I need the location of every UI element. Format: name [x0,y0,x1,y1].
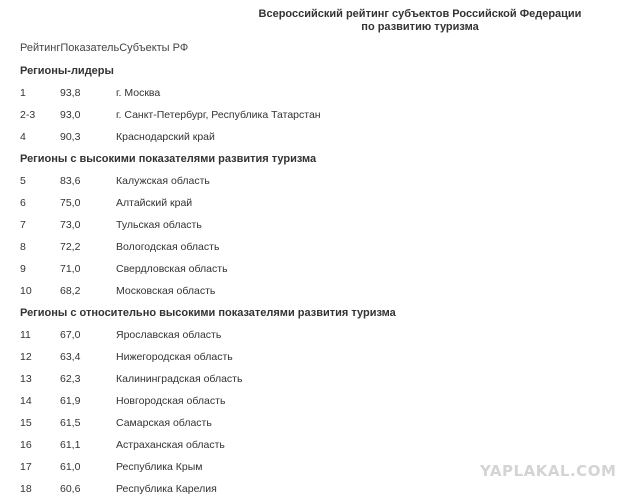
subject-cell: Новгородская область [116,395,226,407]
score-cell: 83,6 [60,175,81,187]
score-cell: 90,3 [60,131,81,143]
rank-cell: 16 [20,439,32,451]
rank-cell: 10 [20,285,32,297]
table-row [20,170,620,192]
subject-cell: Самарская область [116,417,212,429]
score-cell: 71,0 [60,263,81,275]
table-row [20,324,620,346]
subject-cell: Ярославская область [116,329,222,341]
score-cell: 61,9 [60,395,81,407]
table-row [20,214,620,236]
rank-cell: 9 [20,263,26,275]
table-row [20,258,620,280]
subject-cell: Калининградская область [116,373,243,385]
page-title-line-2: по развитию туризма [361,21,479,33]
subject-cell: Республика Карелия [116,483,217,495]
rank-cell: 12 [20,351,32,363]
table-row [20,104,620,126]
score-cell: 61,5 [60,417,81,429]
subject-cell: г. Москва [116,87,161,99]
rank-cell: 17 [20,461,32,473]
watermark: YAPLAKAL.COM [480,462,617,480]
section-title: Регионы с относительно высокими показателями развития туризма [20,307,396,319]
subject-cell: Калужская область [116,175,210,187]
rank-cell: 18 [20,483,32,495]
column-header-score: Показатель [60,42,120,54]
rank-cell: 4 [20,131,26,143]
score-cell: 72,2 [60,241,81,253]
subject-cell: Республика Крым [116,461,203,473]
subject-cell: Свердловская область [116,263,228,275]
rank-cell: 5 [20,175,26,187]
score-cell: 93,8 [60,87,81,99]
column-header-subject: Субъекты РФ [119,42,189,54]
table-row [20,192,620,214]
section-title: Регионы с высокими показателями развития туризма [20,153,317,165]
rank-cell: 1 [20,87,26,99]
table-row [20,126,620,148]
table-row [20,434,620,456]
score-cell: 68,2 [60,285,81,297]
subject-cell: Алтайский край [116,197,193,209]
rating-table [20,60,620,500]
subject-cell: Тульская область [116,219,202,231]
subject-cell: Краснодарский край [116,131,215,143]
score-cell: 61,0 [60,461,81,473]
rank-cell: 8 [20,241,26,253]
score-cell: 75,0 [60,197,81,209]
rank-cell: 14 [20,395,32,407]
page-title [250,8,590,34]
score-cell: 63,4 [60,351,81,363]
rank-cell: 11 [20,329,31,341]
section-title: Регионы-лидеры [20,65,114,77]
score-cell: 62,3 [60,373,81,385]
column-header-rank: Рейтинг [20,42,61,54]
subject-cell: Вологодская область [116,241,220,253]
table-row [20,390,620,412]
table-row [20,368,620,390]
subject-cell: Нижегородская область [116,351,233,363]
score-cell: 60,6 [60,483,81,495]
table-row [20,236,620,258]
score-cell: 67,0 [60,329,81,341]
table-header [20,42,188,54]
subject-cell: г. Санкт-Петербург, Республика Татарстан [116,109,321,121]
rank-cell: 2-3 [20,109,36,121]
subject-cell: Московская область [116,285,216,297]
rank-cell: 7 [20,219,26,231]
score-cell: 73,0 [60,219,81,231]
rank-cell: 13 [20,373,32,385]
score-cell: 93,0 [60,109,81,121]
table-row [20,412,620,434]
table-row [20,82,620,104]
table-row [20,280,620,302]
rank-cell: 15 [20,417,32,429]
page-title-line-1: Всероссийский рейтинг субъектов Российской Федерации [258,8,582,20]
subject-cell: Астраханская область [116,439,225,451]
rank-cell: 6 [20,197,26,209]
table-row [20,346,620,368]
score-cell: 61,1 [60,439,81,451]
table-row [20,478,620,500]
